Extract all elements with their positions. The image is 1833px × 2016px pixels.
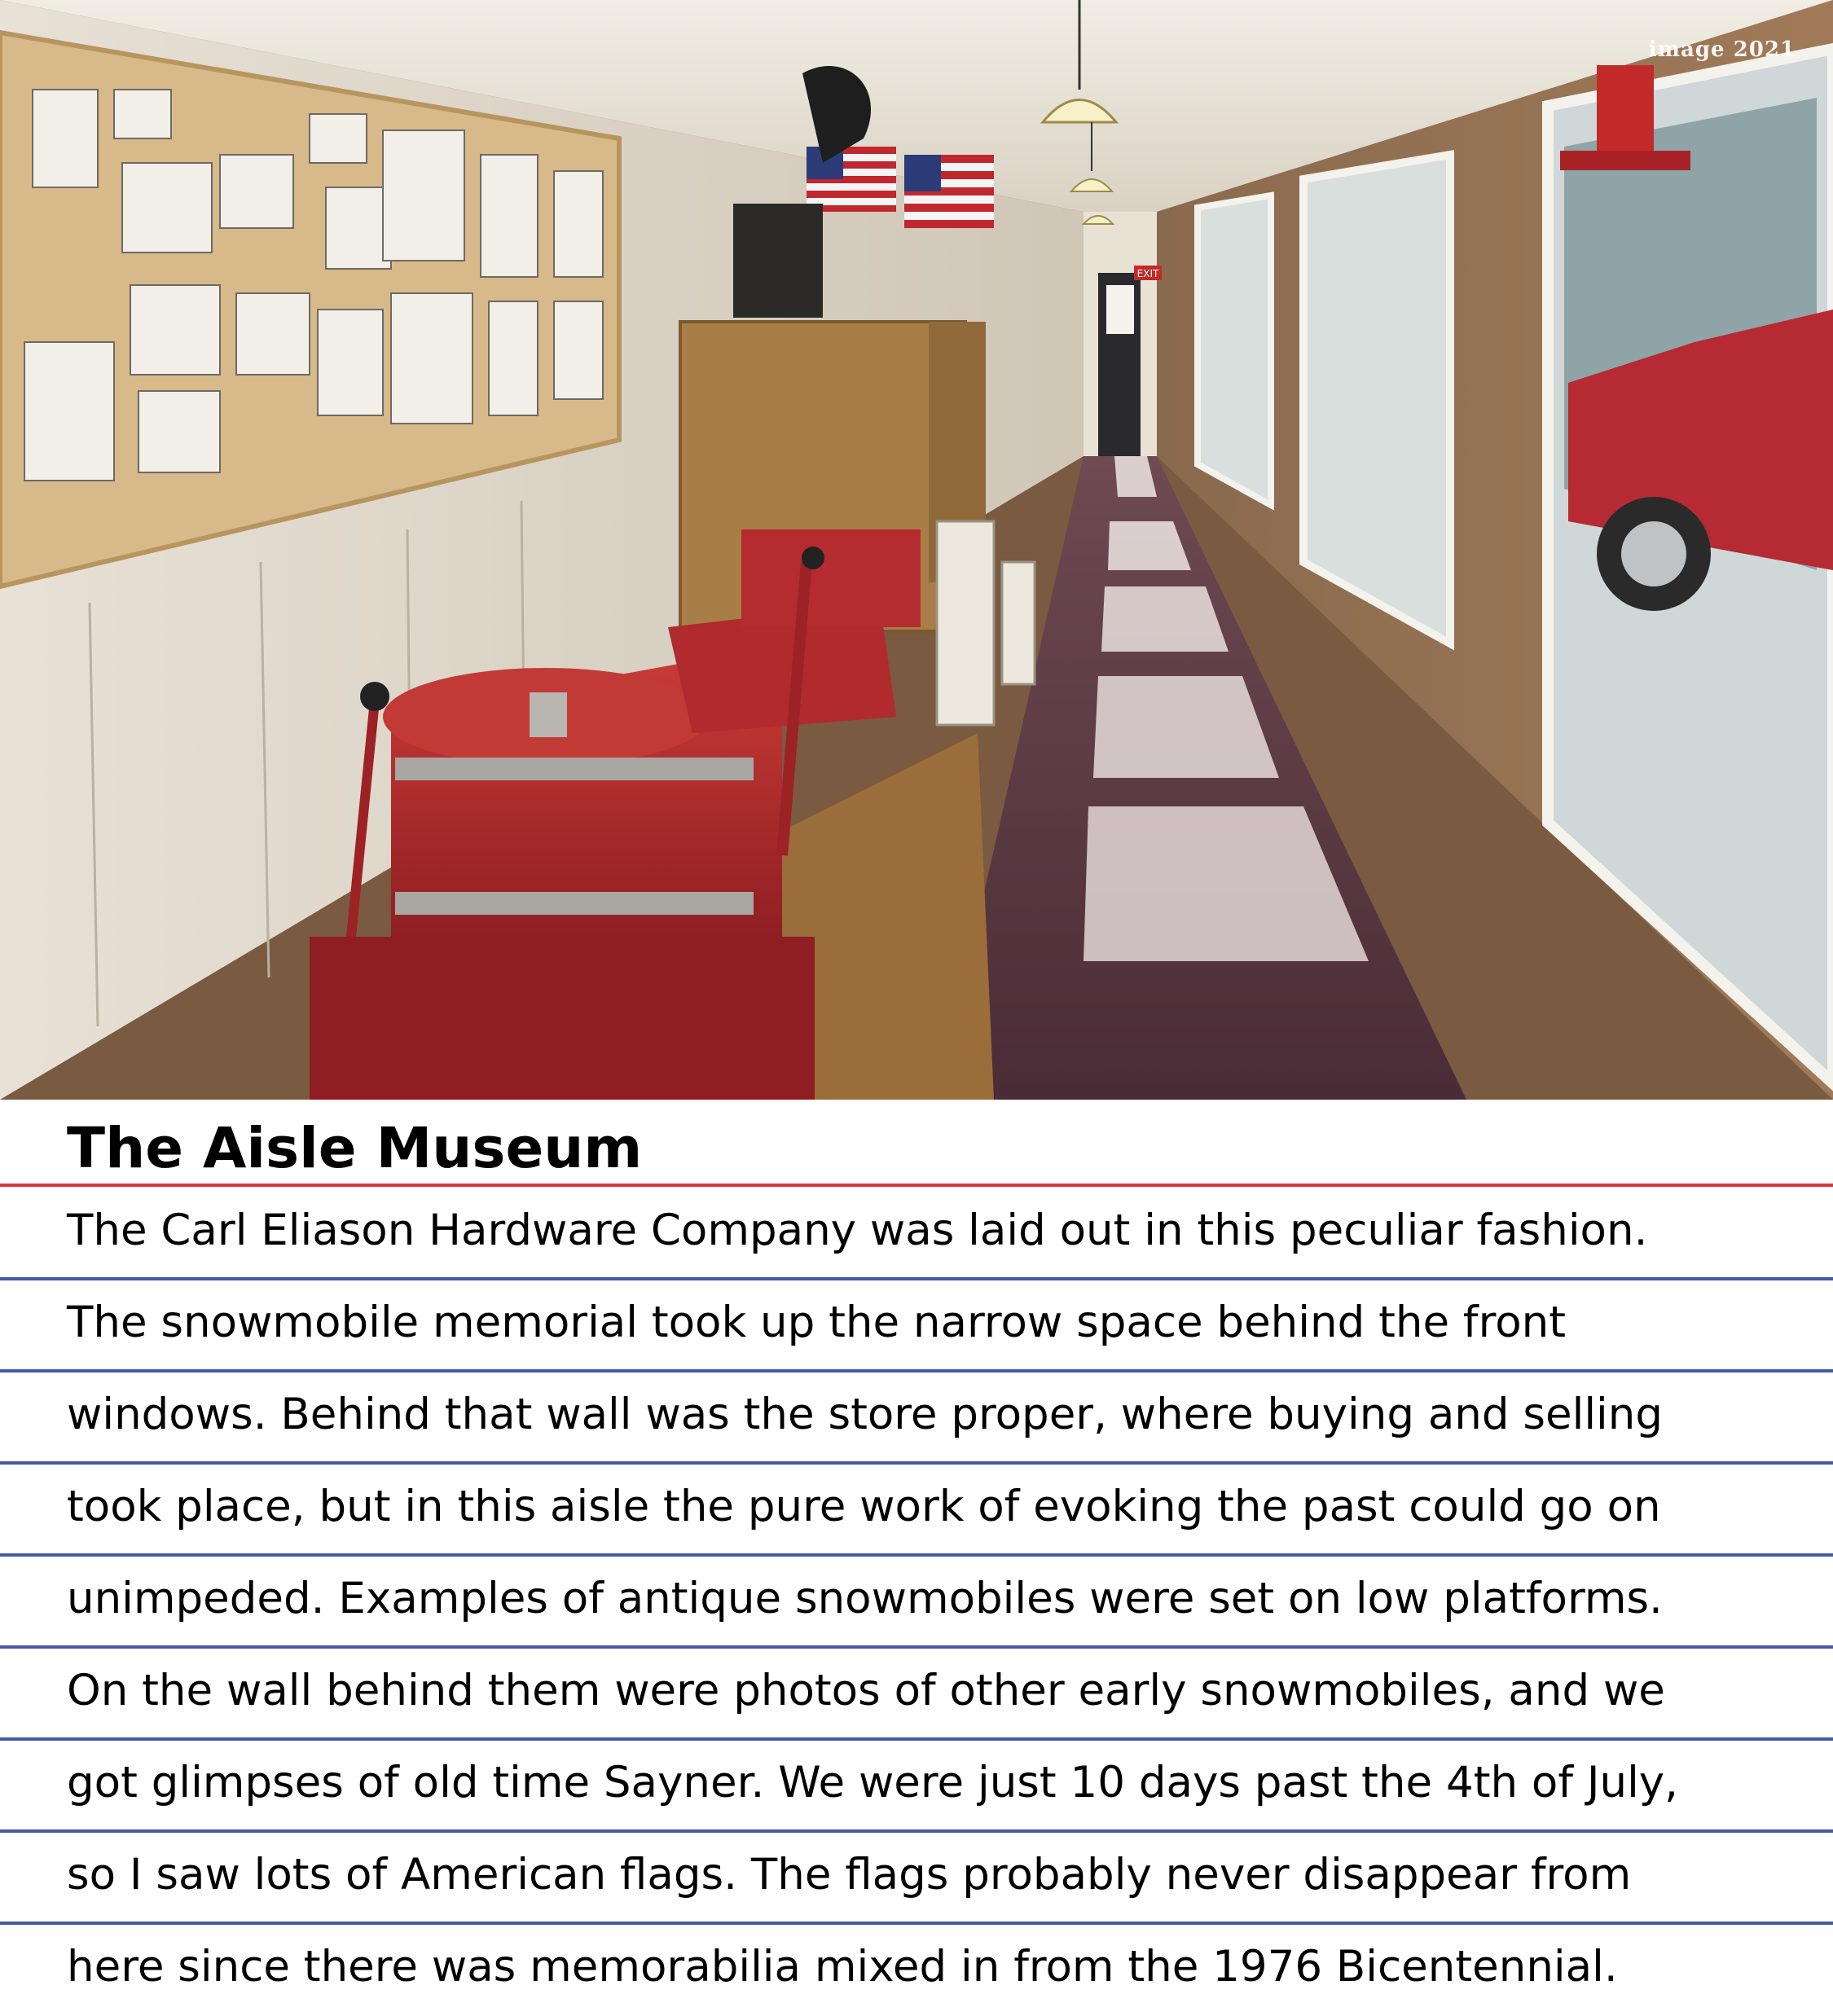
line-rule <box>0 1922 1833 1925</box>
line-rule <box>0 1553 1833 1557</box>
line-rule <box>0 1829 1833 1833</box>
exit-sign: EXIT <box>1136 268 1159 279</box>
caption-line: here since there was memorabilia mixed in from the 1976 Bicentennial. <box>67 1942 1618 1992</box>
line-rule <box>0 1645 1833 1649</box>
caption-line: so I saw lots of American flags. The flags probably never disappear from <box>67 1850 1632 1900</box>
caption-line: got glimpses of old time Sayner. We were just 10 days past the 4th of July, <box>67 1758 1679 1807</box>
caption-line: The snowmobile memorial took up the narrow space behind the front <box>67 1298 1566 1347</box>
caption-line: took place, but in this aisle the pure work of evoking the past could go on <box>67 1482 1661 1531</box>
caption-panel <box>0 1100 1833 2016</box>
photo-credit: image 2021 <box>1648 37 1796 62</box>
caption-line: unimpeded. Examples of antique snowmobiles were set on low platforms. <box>67 1574 1663 1623</box>
caption-line: On the wall behind them were photos of other early snowmobiles, and we <box>67 1666 1665 1715</box>
line-rule <box>0 1277 1833 1280</box>
caption-body <box>67 1184 1810 2013</box>
page-title: The Aisle Museum <box>67 1116 643 1181</box>
caption-line: windows. Behind that wall was the store proper, where buying and selling <box>67 1390 1664 1439</box>
line-rule <box>0 1737 1833 1741</box>
caption-line: The Carl Eliason Hardware Company was laid out in this peculiar fashion. <box>67 1206 1648 1255</box>
line-rule <box>0 1461 1833 1465</box>
line-rule <box>0 1369 1833 1373</box>
